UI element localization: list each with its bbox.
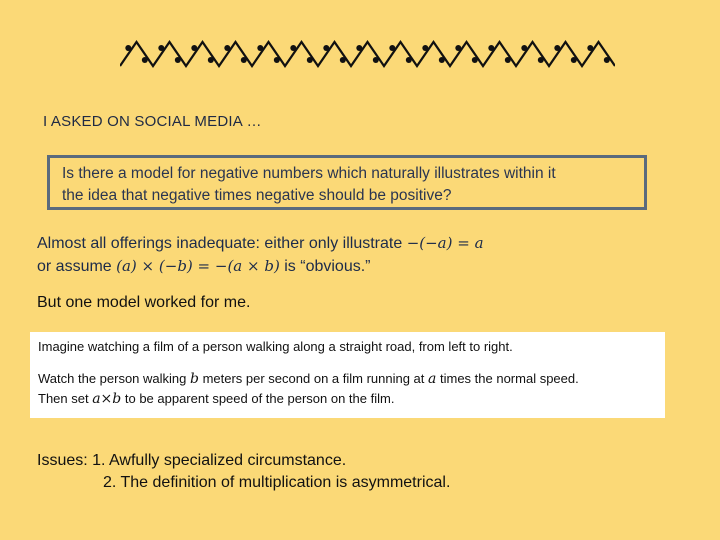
model-statement: But one model worked for me. [37, 294, 251, 311]
ornament-dot [257, 45, 263, 51]
film-line-2 [38, 369, 657, 389]
film-line-1: Imagine watching a film of a person walking along a straight road, from left to right. [38, 339, 513, 354]
ornament-dot [554, 45, 560, 51]
issues-line-1: Issues: 1. Awfully specialized circumstance. [37, 452, 347, 469]
ornament-dot [488, 45, 494, 51]
film-var-b: b [189, 371, 199, 387]
ornament-dot [224, 45, 230, 51]
film-line-2-b: meters per second on a film running at [198, 371, 429, 386]
ornament-dot [175, 57, 181, 63]
ornament-dot [274, 57, 280, 63]
question-line-2: the idea that negative times negative should be positive? [62, 187, 452, 204]
ornament-dot [241, 57, 247, 63]
offerings-formula-2: (a) × (−b) = −(a × b) [116, 257, 280, 275]
film-line-2-a: Watch the person walking [38, 371, 190, 386]
ornament-dot [587, 45, 593, 51]
ornament-dot [208, 57, 214, 63]
film-line-3 [38, 389, 657, 409]
ornament-dot [340, 57, 346, 63]
film-var-a: a [428, 371, 437, 387]
ornament-dot [142, 57, 148, 63]
film-line-2-c: times the normal speed. [436, 371, 579, 386]
question-box [47, 155, 647, 210]
film-expr-axb: a×b [92, 391, 122, 407]
ornament-dot [323, 45, 329, 51]
issues-line-2: 2. The definition of multiplication is asymmetrical. [103, 474, 451, 491]
offerings-line-1-text: Almost all offerings inadequate: either only illustrate [37, 235, 407, 252]
ornament-dot [422, 45, 428, 51]
ornament-dot [571, 57, 577, 63]
ornament-dot [373, 57, 379, 63]
film-model-box [30, 332, 665, 418]
offerings-text [37, 232, 484, 278]
ornament-dot [472, 57, 478, 63]
ornament-dot [290, 45, 296, 51]
ornament-dot [505, 57, 511, 63]
question-line-1: Is there a model for negative numbers which naturally illustrates within it [62, 165, 556, 182]
ornament-dot [356, 45, 362, 51]
page-heading: I ASKED ON SOCIAL MEDIA … [43, 113, 262, 130]
decorative-zigzag-border [120, 36, 615, 72]
offerings-line-1 [37, 232, 484, 255]
issues-list [37, 450, 450, 494]
film-line-3-b: to be apparent speed of the person on the film. [121, 391, 395, 406]
ornament-dot [158, 45, 164, 51]
ornament-dot [521, 45, 527, 51]
ornament-dot [406, 57, 412, 63]
ornament-dot [125, 45, 131, 51]
ornament-dot [538, 57, 544, 63]
ornament-dot [307, 57, 313, 63]
ornament-dot [604, 57, 610, 63]
offerings-line-2 [37, 255, 484, 278]
offerings-line-2-post: is “obvious.” [279, 258, 371, 275]
ornament-dot [191, 45, 197, 51]
ornament-dot [455, 45, 461, 51]
ornament-dot [389, 45, 395, 51]
ornament-dot [439, 57, 445, 63]
film-line-3-a: Then set [38, 391, 93, 406]
offerings-line-2-pre: or assume [37, 258, 117, 275]
offerings-formula-1: −(−a) = a [406, 234, 484, 252]
